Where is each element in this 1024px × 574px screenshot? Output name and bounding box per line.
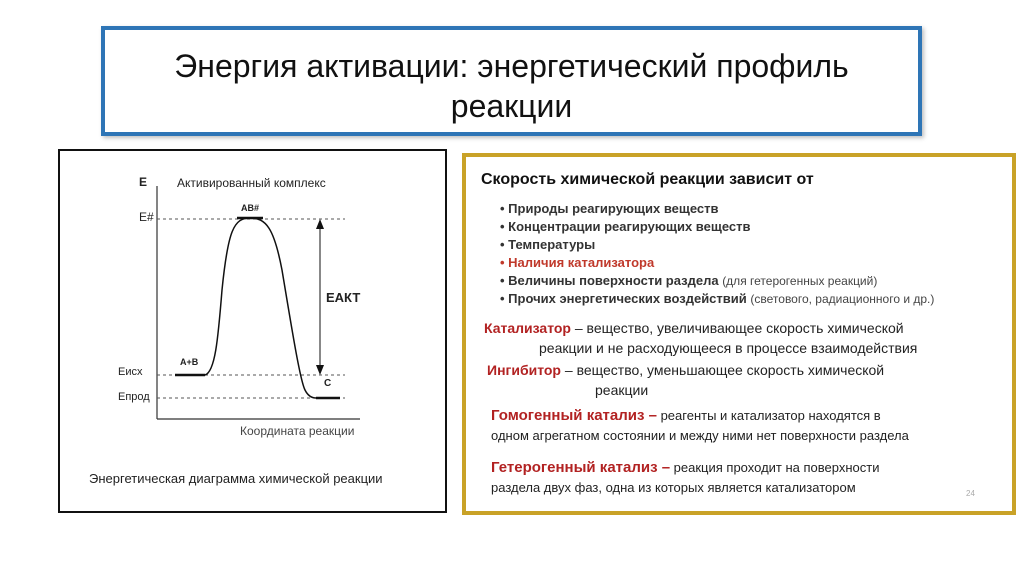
factor-list <box>500 200 934 308</box>
info-heading: Скорость химической реакции зависит от <box>481 171 814 188</box>
c-label: C <box>324 378 332 389</box>
page-number: 24 <box>966 489 975 498</box>
inhibitor-term: Ингибитор <box>487 362 561 378</box>
activated-complex-label: Активированный комплекс <box>177 176 326 190</box>
e-akt-label: EАКТ <box>326 290 361 305</box>
arrow-head-down <box>316 365 324 375</box>
list-item: • Величины поверхности раздела (для гетерогенных реакций) <box>500 273 878 288</box>
e-prod-label: Eпрод <box>118 391 150 403</box>
ab-hash-label: AB# <box>241 203 260 213</box>
list-item: • Наличия катализатора <box>500 255 655 270</box>
e-isx-label: Eисх <box>118 366 143 378</box>
list-item: • Концентрации реагирующих веществ <box>500 219 751 234</box>
list-item: • Температуры <box>500 237 596 252</box>
inhibitor-definition: Ингибитор – вещество, уменьшающее скорость химической реакции <box>487 362 885 398</box>
a-plus-b-label: A+B <box>180 357 199 367</box>
catalyst-term: Катализатор <box>484 320 571 336</box>
e-hash-label: E# <box>139 210 154 224</box>
x-axis-label: Координата реакции <box>240 424 355 438</box>
list-item: • Природы реагирующих веществ <box>500 201 719 216</box>
arrow-head-up <box>316 219 324 229</box>
title-line-2: реакции <box>450 88 573 124</box>
homogeneous-term: Гомогенный катализ – <box>491 407 657 424</box>
diagram-caption: Энергетическая диаграмма химической реакции <box>89 471 383 486</box>
title-line-1: Энергия активации: энергетический профиль <box>174 48 849 84</box>
list-item: • Прочих энергетических воздействий (светового, радиационного и др.) <box>500 291 935 306</box>
heterogeneous-catalysis: Гетерогенный катализ – реакция проходит на поверхности раздела двух фаз, одна из которых является катализатором <box>491 459 880 495</box>
homogeneous-catalysis: Гомогенный катализ – реагенты и катализатор находятся в одном агрегатном состоянии и между ними нет поверхности раздела <box>491 407 909 443</box>
catalyst-definition: Катализатор – вещество, увеличивающее скорость химической реакции и не расходующееся в процессе взаимодействия <box>484 320 918 356</box>
heterogeneous-term: Гетерогенный катализ – <box>491 459 671 476</box>
e-axis-label: E <box>139 175 148 189</box>
energy-curve <box>205 218 316 398</box>
